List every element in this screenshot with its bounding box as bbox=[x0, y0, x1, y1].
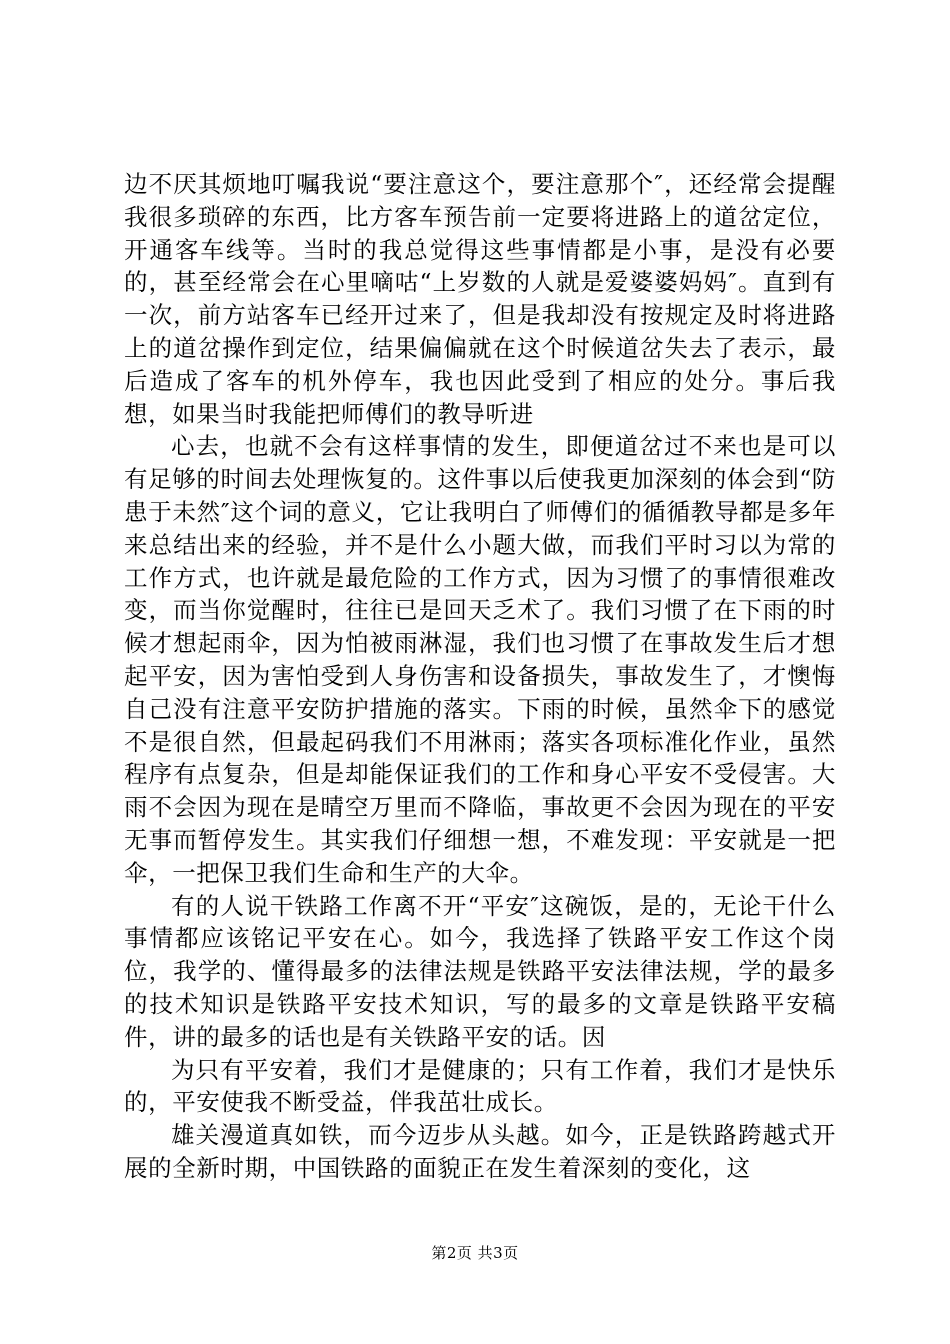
page-number-footer: 第2页 共3页 bbox=[431, 1244, 519, 1262]
paragraph-5: 雄关漫道真如铁，而今迈步从头越。如今，正是铁路跨越式开展的全新时期，中国铁路的面貌正在发生着深刻的变化，这 bbox=[124, 1121, 836, 1182]
paragraph-4: 为只有平安着，我们才是健康的；只有工作着，我们才是快乐的，平安使我不断受益，伴我茁壮成长。 bbox=[124, 1055, 836, 1117]
document-body bbox=[124, 168, 836, 1185]
paragraph-3: 有的人说干铁路工作离不开“平安″这碗饭，是的，无论干什么事情都应该铭记平安在心。如今，我选择了铁路平安工作这个岗位，我学的、懂得最多的法律法规是铁路平安法律法规，学的最多的技术知识是铁路平安技术知识，写的最多的文章是铁路平安稿件，讲的最多的话也是有关铁路平安的话。因 bbox=[124, 891, 836, 1051]
paragraph-2: 心去，也就不会有这样事情的发生，即便道岔过不来也是可以有足够的时间去处理恢复的。这件事以后使我更加深刻的体会到“防患于未然″这个词的意义，它让我明白了师傅们的循循教导都是多年来总结出来的经验，并不是什么小题大做，而我们平时习以为常的工作方式，也许就是最危险的工作方式，因为习惯了的事情很难改变，而当你觉醒时，往往已是回天乏术了。我们习惯了在下雨的时候才想起雨伞，因为怕被雨淋湿，我们也习惯了在事故发生后才想起平安，因为害怕受到人身伤害和设备损失，事故发生了，才懊悔自己没有注意平安防护措施的落实。下雨的时候，虽然伞下的感觉不是很自然，但最起码我们不用淋雨；落实各项标准化作业，虽然程序有点复杂，但是却能保证我们的工作和身心平安不受侵害。大雨不会因为现在是晴空万里而不降临，事故更不会因为现在的平安无事而暂停发生。其实我们仔细想一想，不难发现：平安就是一把伞，一把保卫我们生命和生产的大伞。 bbox=[124, 432, 836, 887]
paragraph-1: 边不厌其烦地叮嘱我说“要注意这个，要注意那个″，还经常会提醒我很多琐碎的东西，比方客车预告前一定要将进路上的道岔定位，开通客车线等。当时的我总觉得这些事情都是小事，是没有必要的，甚至经常会在心里嘀咕“上岁数的人就是爱婆婆妈妈″。直到有一次，前方站客车已经开过来了，但是我却没有按规定及时将进路上的道岔操作到定位，结果偏偏就在这个时候道岔失去了表示，最后造成了客车的机外停车，我也因此受到了相应的处分。事后我想，如果当时我能把师傅们的教导听进 bbox=[124, 170, 836, 428]
